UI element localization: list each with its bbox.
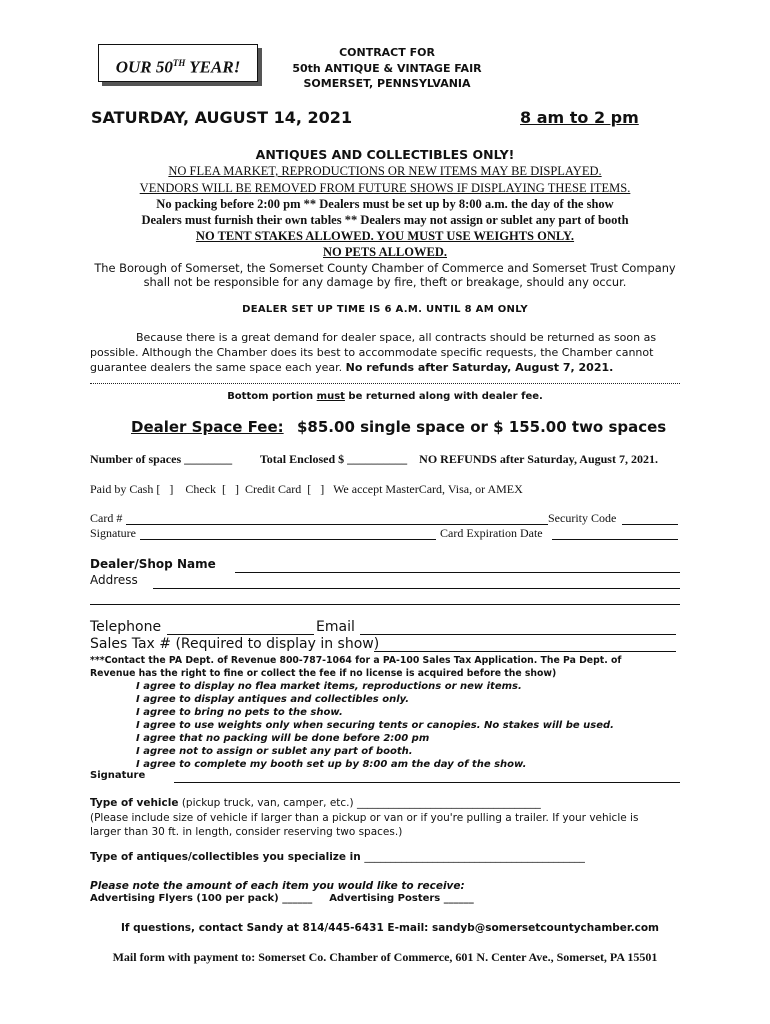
agreement-item: I agree not to assign or sublet any part of booth. [136, 746, 413, 757]
agreement-item: I agree to display antiques and collectibles only. [136, 694, 410, 705]
liability-line-1: The Borough of Somerset, the Somerset County Chamber of Commerce and Somerset Trust Company [94, 261, 676, 275]
email-label: Email [316, 619, 355, 635]
bottom-portion-note [90, 389, 680, 404]
event-hours: 8 am to 2 pm [520, 108, 639, 127]
vehicle-label: Type of vehicle [90, 797, 179, 809]
card-expiration-label: Card Expiration Date [440, 526, 543, 540]
address-input-line-2[interactable] [90, 604, 680, 605]
pa-revenue-line-2: Revenue has the right to fine or collect the fee if no license is acquired before the show) [90, 668, 557, 679]
agreement-item: I agree to use weights only when securing tents or canopies. No stakes will be used. [136, 720, 614, 731]
specialize-row [90, 851, 585, 863]
address-label: Address [90, 573, 138, 587]
fee-value: $85.00 single space or $ 155.00 two spaces [297, 418, 667, 436]
agreement-item: I agree to complete my booth set up by 8:00 am the day of the show. [136, 759, 527, 770]
rules-line-1: NO FLEA MARKET, REPRODUCTIONS OR NEW ITEMS MAY BE DISPLAYED. [168, 164, 602, 178]
mailing-address: Mail form with payment to: Somerset Co. Chamber of Commerce, 601 N. Center Ave., Somerset, PA 15501 [112, 950, 658, 964]
vehicle-note-line-2: larger than 30 ft. in length, consider reserving two spaces.) [90, 826, 403, 838]
specialize-input[interactable]: __________________________________________ [364, 851, 585, 863]
event-date: SATURDAY, AUGUST 14, 2021 [91, 108, 353, 127]
vehicle-note [90, 811, 690, 839]
spaces-input[interactable]: ________ [184, 452, 233, 466]
security-code-input[interactable] [622, 524, 678, 525]
liability-line-2: shall not be responsible for any damage by fire, theft or breakage, should any occur. [143, 275, 627, 289]
vehicle-hint: (pickup truck, van, camper, etc.) [178, 797, 357, 809]
dealer-name-label: Dealer/Shop Name [90, 557, 216, 571]
receive-items [90, 893, 474, 904]
no-refunds-note: NO REFUNDS after Saturday, August 7, 2021. [419, 452, 658, 466]
vehicle-row [90, 797, 541, 809]
badge-text-end: YEAR! [185, 57, 241, 77]
receive-title: Please note the amount of each item you would like to receive: [90, 880, 465, 892]
sales-tax-input[interactable] [374, 651, 676, 652]
badge-text [99, 45, 257, 86]
address-input[interactable] [153, 588, 680, 589]
telephone-label: Telephone [90, 619, 162, 635]
demand-emphasis: No refunds after Saturday, August 7, 2021. [345, 361, 614, 374]
header-line-2: 50th ANTIQUE & VINTAGE FAIR [292, 61, 482, 75]
agreement-signature-input[interactable] [174, 782, 680, 783]
card-expiration-input[interactable] [552, 539, 678, 540]
agreement-item: I agree to bring no pets to the show. [136, 707, 343, 718]
header-line-1: CONTRACT FOR [339, 46, 435, 59]
pa-revenue-line-1: ***Contact the PA Dept. of Revenue 800-787-1064 for a PA-100 Sales Tax Application. The Pa Dept. of [90, 655, 622, 666]
rules-line-6: NO PETS ALLOWED. [323, 245, 447, 259]
email-input[interactable] [360, 634, 676, 635]
badge-text-sup: TH [172, 58, 186, 68]
total-enclosed-label: Total Enclosed $ [259, 452, 345, 466]
posters-field[interactable]: Advertising Posters ______ [329, 893, 474, 904]
rules-title: ANTIQUES AND COLLECTIBLES ONLY! [255, 147, 515, 162]
rules-line-4: Dealers must furnish their own tables ** Dealers may not assign or sublet any part of booth [141, 213, 629, 227]
telephone-input[interactable] [167, 634, 314, 635]
security-code-label: Security Code [548, 511, 617, 525]
flyers-field[interactable]: Advertising Flyers (100 per pack) ______ [90, 893, 313, 904]
contract-header [262, 45, 512, 92]
agreement-item: I agree that no packing will be done before 2:00 pm [136, 733, 430, 744]
bottom-portion-post: be returned along with dealer fee. [344, 391, 543, 402]
spaces-label: Number of spaces [90, 452, 182, 466]
signature-input[interactable] [140, 539, 436, 540]
rules-line-2: VENDORS WILL BE REMOVED FROM FUTURE SHOWS IF DISPLAYING THESE ITEMS. [139, 181, 631, 195]
dealer-name-input[interactable] [235, 572, 680, 573]
specialize-label: Type of antiques/collectibles you specialize in [90, 851, 365, 863]
agreement-list [136, 680, 614, 771]
card-number-input[interactable] [126, 524, 548, 525]
cut-line [90, 383, 680, 384]
header-line-3: SOMERSET, PENNSYLVANIA [303, 77, 471, 90]
vehicle-note-line-1: (Please include size of vehicle if larger than a pickup or van or if you're pulling a trailer. If your vehicle is [90, 812, 639, 824]
rules-line-3: No packing before 2:00 pm ** Dealers must be set up by 8:00 a.m. the day of the show [156, 197, 614, 211]
bottom-portion-must: must [316, 391, 345, 402]
pa-revenue-note [90, 654, 680, 680]
vehicle-input[interactable]: ___________________________________ [356, 797, 541, 809]
rules-line-5: NO TENT STAKES ALLOWED. YOU MUST USE WEIGHTS ONLY. [195, 229, 575, 243]
demand-text: Because there is a great demand for dealer space, all contracts should be returned as soon as possible. Although the Chamber does its best to accommodate specific requests, the Chamber cannot guarantee dealers the same space each year. [90, 331, 657, 374]
sales-tax-label: Sales Tax # (Required to display in show) [90, 636, 380, 652]
card-number-label: Card # [90, 511, 123, 525]
signature-label: Signature [90, 526, 136, 540]
fee-label: Dealer Space Fee: [131, 418, 284, 436]
setup-time: DEALER SET UP TIME IS 6 A.M. UNTIL 8 AM ONLY [242, 304, 528, 315]
agreement-item: I agree to display no flea market items, reproductions or new items. [136, 681, 522, 692]
agreement-signature-label: Signature [90, 770, 146, 781]
demand-paragraph [90, 330, 680, 375]
total-enclosed-input[interactable]: __________ [347, 452, 408, 466]
payment-methods[interactable]: Paid by Cash [ ] Check [ ] Credit Card [ ] We accept MasterCard, Visa, or AMEX [90, 482, 523, 496]
contact-line: If questions, contact Sandy at 814/445-6431 E-mail: sandyb@somersetcountychamber.com [121, 922, 659, 934]
bottom-portion-pre: Bottom portion [227, 391, 317, 402]
spaces-row [90, 452, 658, 467]
anniversary-badge [98, 44, 258, 82]
badge-text-main: OUR 50 [115, 57, 173, 77]
